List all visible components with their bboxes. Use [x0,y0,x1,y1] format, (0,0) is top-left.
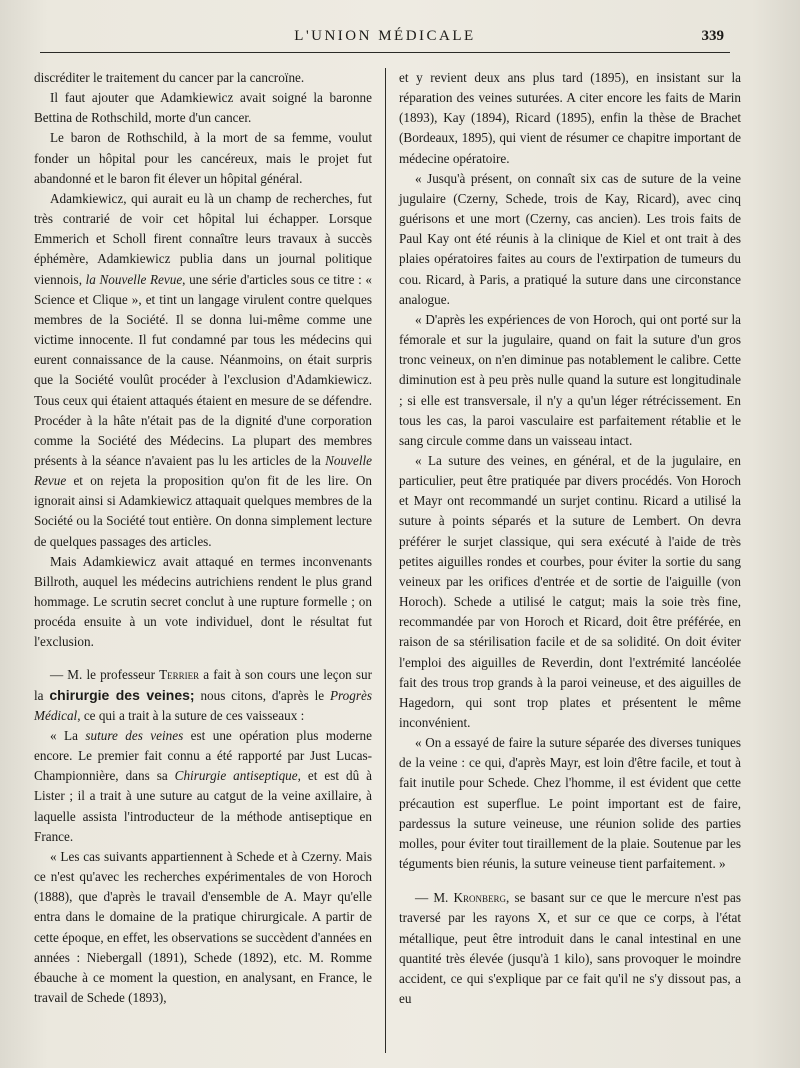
term-italic: suture des veines [85,728,184,743]
author-name: Kronberg [453,890,507,906]
paragraph [399,888,741,1009]
text-run: , et est dû à Lister ; il a trait à une suture au catgut de la veine axillaire, à laquelle assista l'introducteur de la méthode antiseptique en France. [34,768,372,844]
text-run: — M. le professeur [50,666,160,682]
text-run: est une opération plus moderne encore. Le premier fait connu a été rapporté par Just Lucas-Championnière, dans sa [34,728,372,784]
paragraph [34,665,372,726]
paragraph: Il faut ajouter que Adamkiewicz avait soigné la baronne Bettina de Rothschild, morte d'un cancer. [34,90,372,126]
journal-name-italic: la Nouvelle Revue [85,271,183,287]
paragraph: « Jusqu'à présent, on connaît six cas de suture de la veine jugulaire (Czerny, Schede, trois de Kay, Ricard), avec cinq guérisons et une mort (Czerny, cas ancien). Les trois faits de Paul Kay ont été réunis à la clinique de Kiel et ont trait à des plaies opératoires faites au cours de l'extirpation de tumeurs du cou. Ricard, à Paris, a pratiqué la suture dans une circonstance analogue. [399,170,741,307]
text-run: nous citons, d'après le [194,687,330,703]
journal-title: L'UNION MÉDICALE [294,28,476,44]
author-name: Terrier [159,666,200,682]
text-run: « La [50,728,86,743]
journal-name-italic: Progrès Médical [34,687,372,723]
text-run: et on rejeta la proposition qu'on fit de les lire. On ignorait ainsi si Adamkiewicz attaquait quelques membres de la Société ou la Société tout entière. On donna simplement lecture de quelques passages des articles. [34,473,372,549]
text-run: , ce qui a trait à la suture de ces vaisseaux : [77,707,305,723]
paragraph: discréditer le traitement du cancer par la cancroïne. [34,70,305,85]
book-title-italic: Chirurgie antiseptique [174,768,298,784]
text-run: a fait à son cours une leçon sur la [34,666,372,703]
paragraph [34,189,372,552]
text-run: — M. [415,890,454,906]
paragraph: « La suture des veines, en général, et de la jugulaire, en particulier, peut être pratiquée par divers procédés. Von Horoch et Mayr ont recommandé un surjet continu. Ricard a utilisé la suture à points séparés et la suture de Lembert. On devra préférer le surjet classique, qui sera exécuté à l'aide de très petites aiguilles rondes et courbes, pour éviter la sortie du sang veineux par les orifices d'entrée et de sortie de l'aiguille (von Horoch). Schede a utilisé le catgut; mais la soie très fine, recommandée par von Horoch et Ricard, doit être préférée, en raison de sa stérilisation facile et de sa solidité. On doit éviter l'emploi des aiguilles de Reverdin, dont l'extrémité lancéolée fait des trous trop grands à la paroi veineuse, et des aiguilles de Hagedorn, qui sont trop plates et présentent le même inconvénient. [399,452,741,730]
right-column [399,68,741,1009]
paragraph: « D'après les expériences de von Horoch, qui ont porté sur la fémorale et sur la jugulaire, quand on fait la suture d'un gros tronc veineux, on n'en diminue pas notablement le calibre. Cette diminution est à peu près nulle quand la suture est longitudinale ; si elle est transversale, il n'y a qu'un léger rétrécissement. En tous les cas, la paroi vasculaire est parfaitement rétablie et le sang circule comme dans un vaisseau intact. [399,311,741,448]
paragraph: « Les cas suivants appartiennent à Schede et à Czerny. Mais ce n'est qu'avec les recherches expérimentales de von Horoch (1888), que d'après le travail d'ensemble de A. Mayr qu'elle entra dans le domaine de la pratique chirurgicale. A partir de cette époque, en effet, les observations se succèdent d'années en années : Niebergall (1891), Schede (1892), etc. M. Romme ébauche à ce moment la question, en analysant, en France, le travail de Schede (1893), [34,848,372,1006]
topic-heading: chirurgie des veines; [49,686,195,703]
text-run: , une série d'articles sous ce titre : « Science et Clique », et tint un langage virulent contre quelques membres de la Société. Il se donna lui-même comme une victime innocente. Il fut condamné par tous les médecins qui eurent connaissance de la cause. Néanmoins, on était surpris que la Société voulût procéder à l'exclusion d'Adamkiewicz. Tous ceux qui étaient attaqués étaient en mesure de se défendre. Procéder à la hâte n'était pas de la dignité d'une corporation comme la Société des Médecins. La plupart des membres présents à la séance n'avaient pas lu les articles de la [34,271,372,468]
page-header [40,26,730,53]
left-column [34,68,372,1008]
paragraph: Le baron de Rothschild, à la mort de sa femme, voulut fonder un hôpital pour les cancéreux, mais le projet fut abandonné et le baron fit élever un hôpital général. [34,130,372,186]
text-run: Adamkiewicz, qui aurait eu là un champ de recherches, fut très contrarié de voir cet hôpital lui échapper. Lorsque Emmerich et Scholl firent connaître leurs travaux à succès éphémère, Adamkiewicz publia dans un journal politique viennois, [34,190,372,287]
paragraph: Mais Adamkiewicz avait attaqué en termes inconvenants Billroth, auquel les médecins autrichiens rendent le plus grand hommage. Le scrutin secret conclut à une rupture formelle ; on procéda ensuite à un vote individuel, dont le résultat fut l'exclusion. [34,553,372,650]
text-run: , se basant sur ce que le mercure n'est pas traversé par les rayons X, et sur ce que ce corps, à l'état métallique, peut être introduit dans le canal intestinal en une quantité très élevée (jusqu'à 1 kilo), sans provoquer le moindre accident, ce qui s'explique par ce fait qu'il ne s'y dissout pas, a eu [399,890,741,1007]
column-divider [385,68,386,1053]
page-number: 339 [701,28,724,44]
paragraph: et y revient deux ans plus tard (1895), en insistant sur la réparation des veines suturées. A citer encore les faits de Marin (1893), Kay (1894), Ricard (1895), enfin la thèse de Brachet (Bordeaux, 1895), qui vient de résumer ce chapitre important de médecine opératoire. [399,70,741,166]
paragraph: « On a essayé de faire la suture séparée des diverses tuniques de la veine : ce qui, d'après Mayr, est loin d'être facile, et tout à fait inutile pour Schede. Chez l'homme, il est évident que cette précaution est superflue. Le point important est de faire, pardessus la suture veineuse, une réunion solide des parties molles, pour éviter tout tiraillement de la plaie. Soutenue par les téguments bien réunis, la suture veineuse tient parfaitement. » [399,735,741,872]
paragraph [34,726,372,847]
journal-name-italic: Nouvelle Revue [34,452,372,489]
